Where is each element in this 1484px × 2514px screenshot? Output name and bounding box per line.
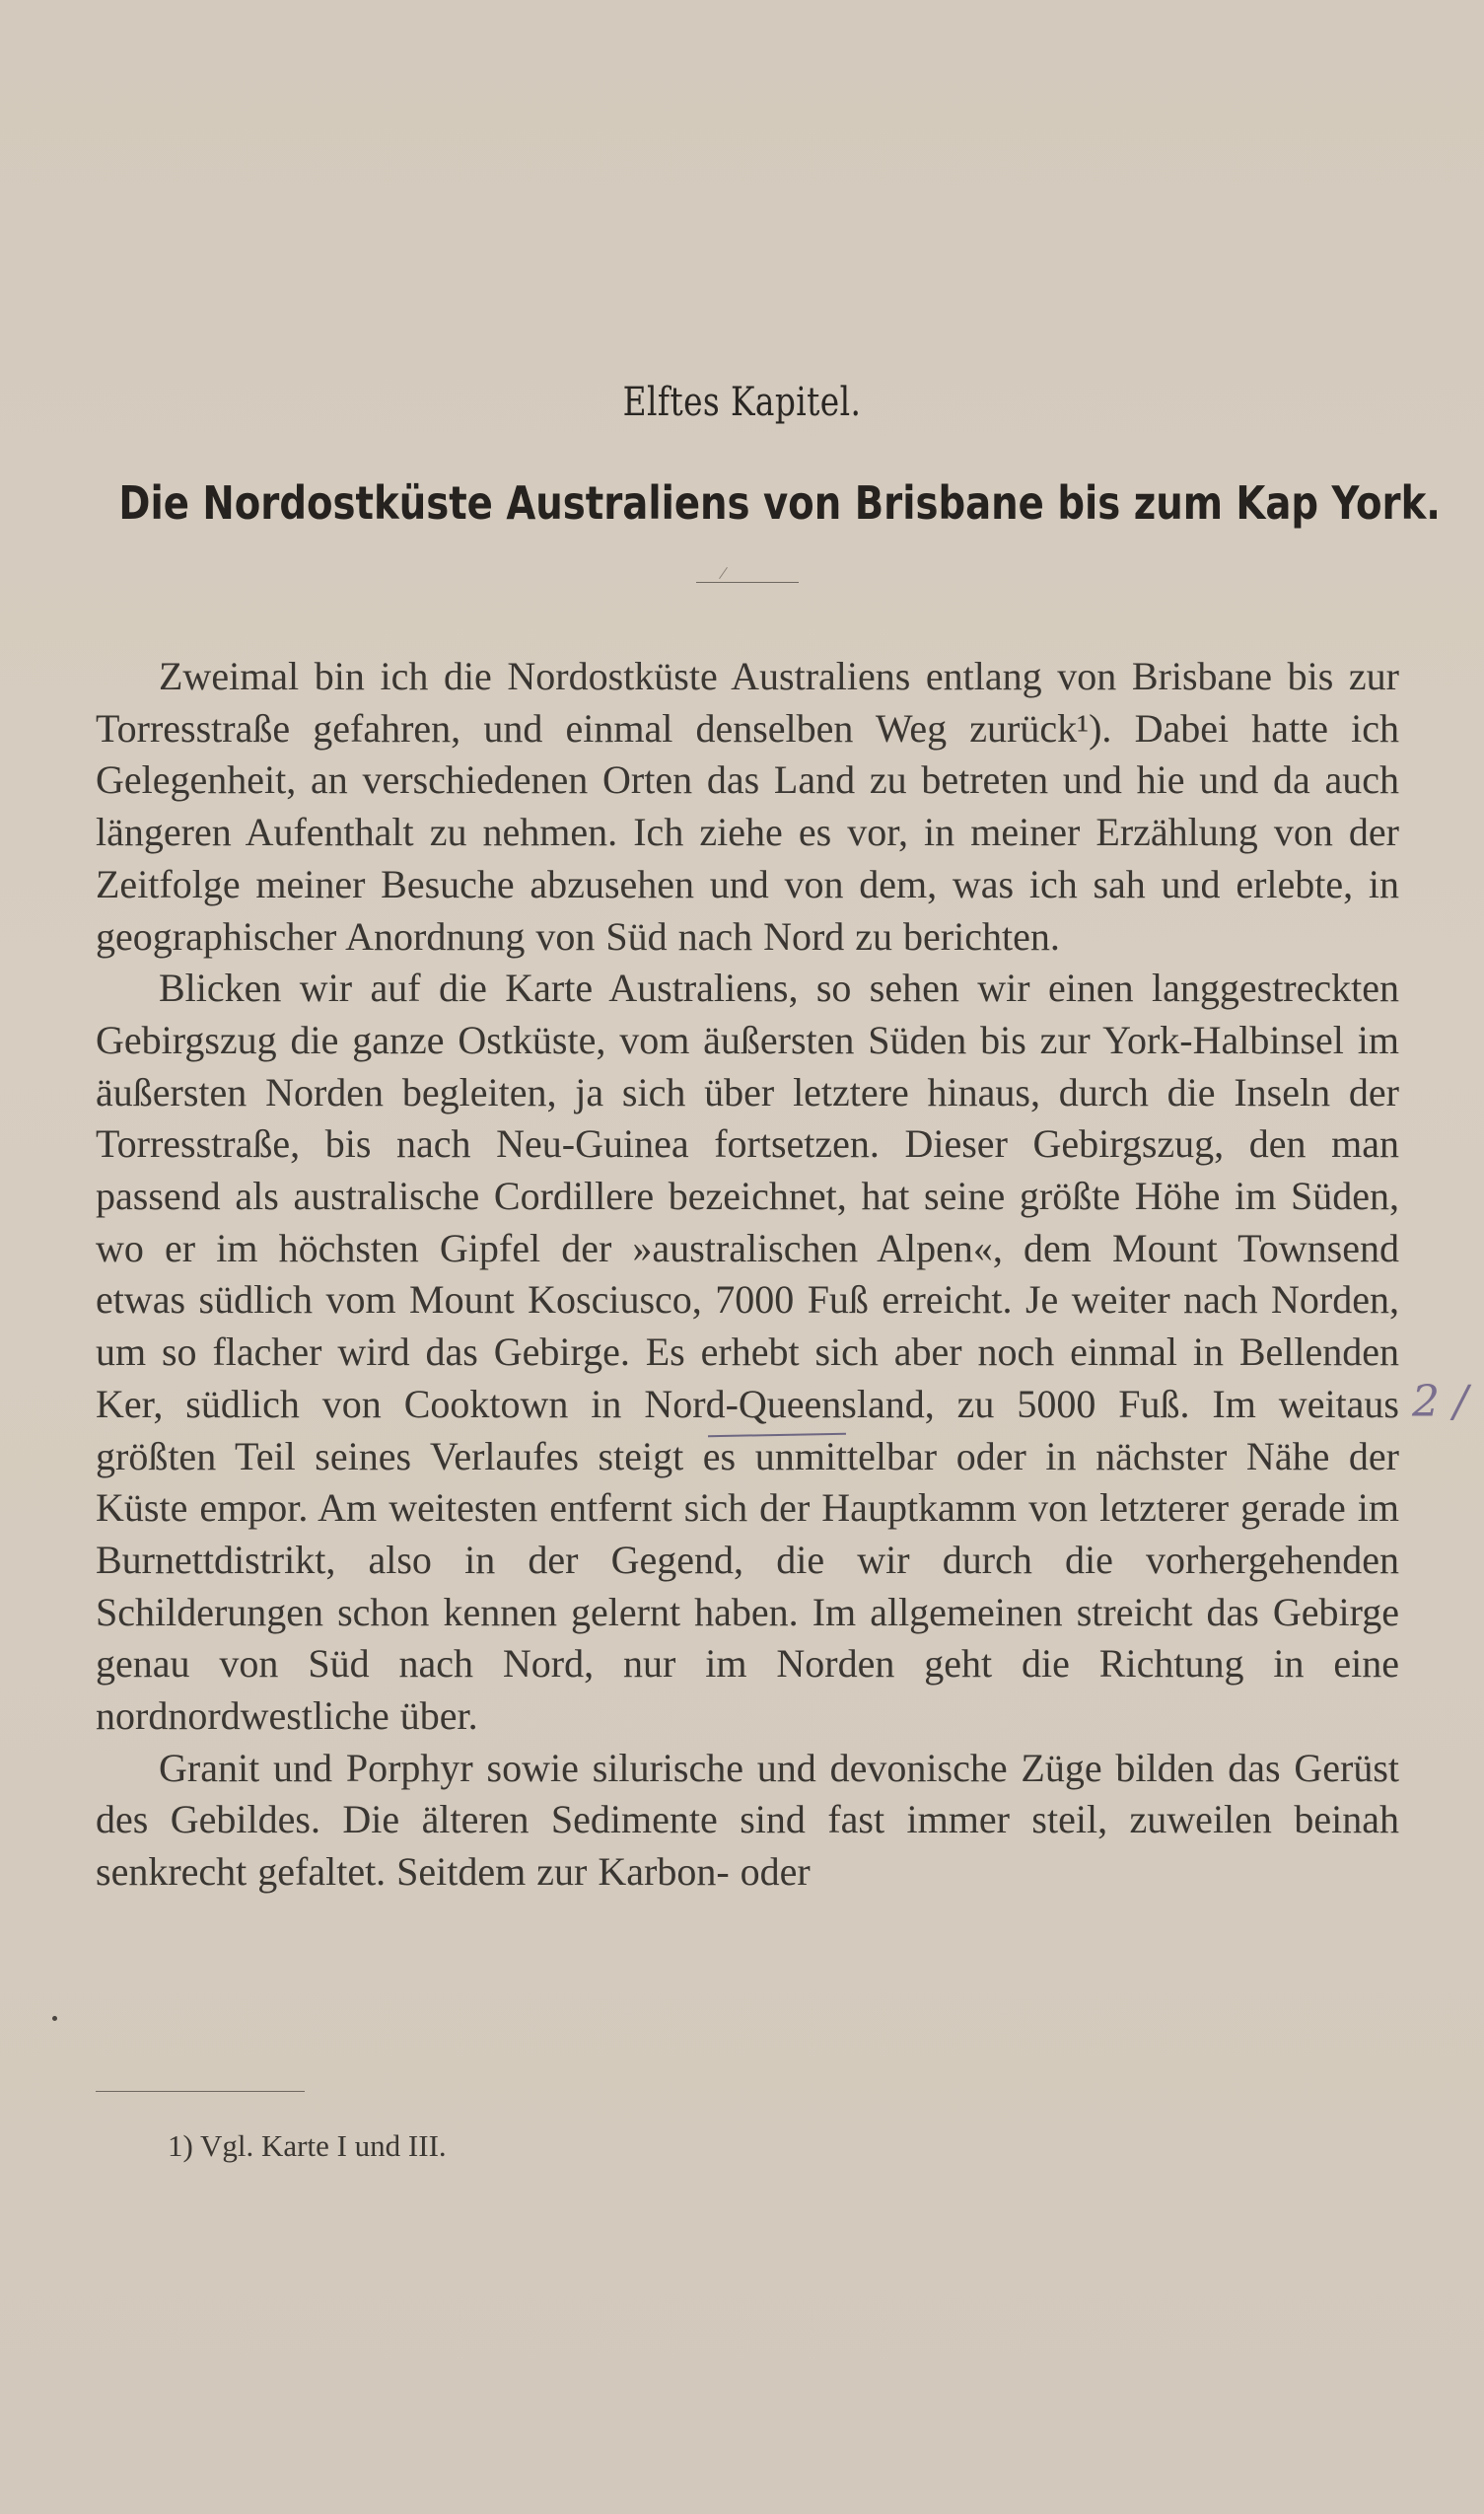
chapter-title: Die Nordostküste Australiens von Brisbane bis zum Kap York. [118, 476, 1441, 530]
divider-pencil-mark [719, 567, 728, 579]
chapter-heading: Elftes Kapitel. [622, 380, 862, 425]
footnote: 1) Vgl. Karte I und III. [168, 2128, 447, 2163]
footnote-divider [96, 2091, 305, 2092]
paragraph-3: Granit und Porphyr sowie silurische und devonische Züge bilden das Gerüst des Gebildes. Die älteren Sedimente sind fast immer steil, zuweilen beinah senkrecht gefaltet. Seitdem zur Karbon- oder [96, 1745, 1399, 1895]
title-divider [696, 582, 799, 583]
paragraph-2: Blicken wir auf die Karte Australiens, so sehen wir einen langgestreckten Gebirgszug die ganze Ostküste, vom äußersten Süden bis zur York-Halbinsel im äußersten Norden begleiten, ja sich über letztere hinaus, durch die Inseln der Torresstraße, bis nach Neu-Guinea fortsetzen. Dieser Gebirgszug, den man passend als australische Cordillere bezeichnet, hat seine größte Höhe im Süden, wo er im höchsten Gipfel der »australischen Alpen«, dem Mount Townsend etwas südlich vom Mount Kosciusco, 7000 Fuß erreicht. Je weiter nach Norden, um so flacher wird das Gebirge. Es erhebt sich aber noch einmal in Bellenden Ker, südlich von Cooktown in Nord-Queensland, zu 5000 Fuß. Im weitaus größten Teil seines Verlaufes steigt es unmittelbar oder in nächster Nähe der Küste empor. Am weitesten entfernt sich der Hauptkamm von letzterer gerade im Burnettdistrikt, also in der Gegend, die wir durch die vorhergehenden Schilderungen schon kennen gelernt haben. Im allgemeinen streicht das Gebirge genau von Süd nach Nord, nur im Norden geht die Richtung in eine nordnordwestliche über. [96, 966, 1399, 1739]
paragraph-1: Zweimal bin ich die Nordostküste Australiens entlang von Brisbane bis zur Torresstraße gefahren, und einmal denselben Weg zurück¹). Dabei hatte ich Gelegenheit, an verschiedenen Orten das Land zu betreten und hie und da auch längeren Aufenthalt zu nehmen. Ich ziehe es vor, in meiner Erzählung von der Zeitfolge meiner Besuche abzusehen und von dem, was ich sah und erlebte, in geographischer Anordnung von Süd nach Nord zu berichten. [96, 654, 1399, 959]
margin-dot [52, 2016, 57, 2021]
body-text [96, 651, 1399, 1899]
handwritten-margin-note: 2 / [1412, 1377, 1468, 1427]
